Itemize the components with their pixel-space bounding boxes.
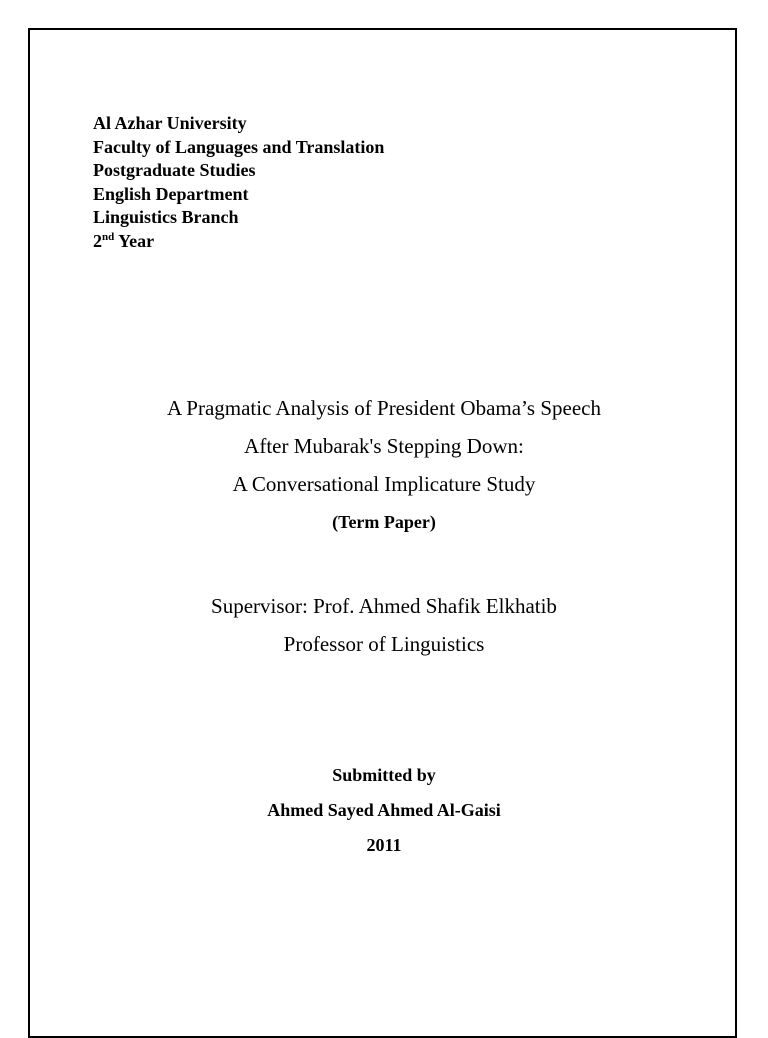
year-line (93, 230, 384, 254)
year-suffix: nd (102, 230, 115, 243)
year-word: Year (118, 230, 155, 251)
submission-year: 2011 (366, 835, 402, 855)
department-name: English Department (93, 183, 249, 204)
title-line-3: A Conversational Implicature Study (232, 472, 536, 496)
supervisor-position: Professor of Linguistics (283, 632, 485, 656)
institution-header (93, 112, 384, 254)
submitted-by-label: Submitted by (332, 765, 436, 785)
paper-type: (Term Paper) (332, 512, 436, 532)
author-name: Ahmed Sayed Ahmed Al-Gaisi (267, 800, 501, 820)
branch-name: Linguistics Branch (93, 207, 239, 228)
title-line-1: A Pragmatic Analysis of President Obama’s Speech (167, 396, 601, 420)
supervisor-name: Supervisor: Prof. Ahmed Shafik Elkhatib (211, 594, 557, 618)
studies-name: Postgraduate Studies (93, 160, 256, 181)
faculty-name: Faculty of Languages and Translation (93, 136, 385, 157)
year-number: 2 (93, 230, 102, 251)
title-line-2: After Mubarak's Stepping Down: (244, 434, 524, 458)
university-name: Al Azhar University (93, 113, 247, 133)
